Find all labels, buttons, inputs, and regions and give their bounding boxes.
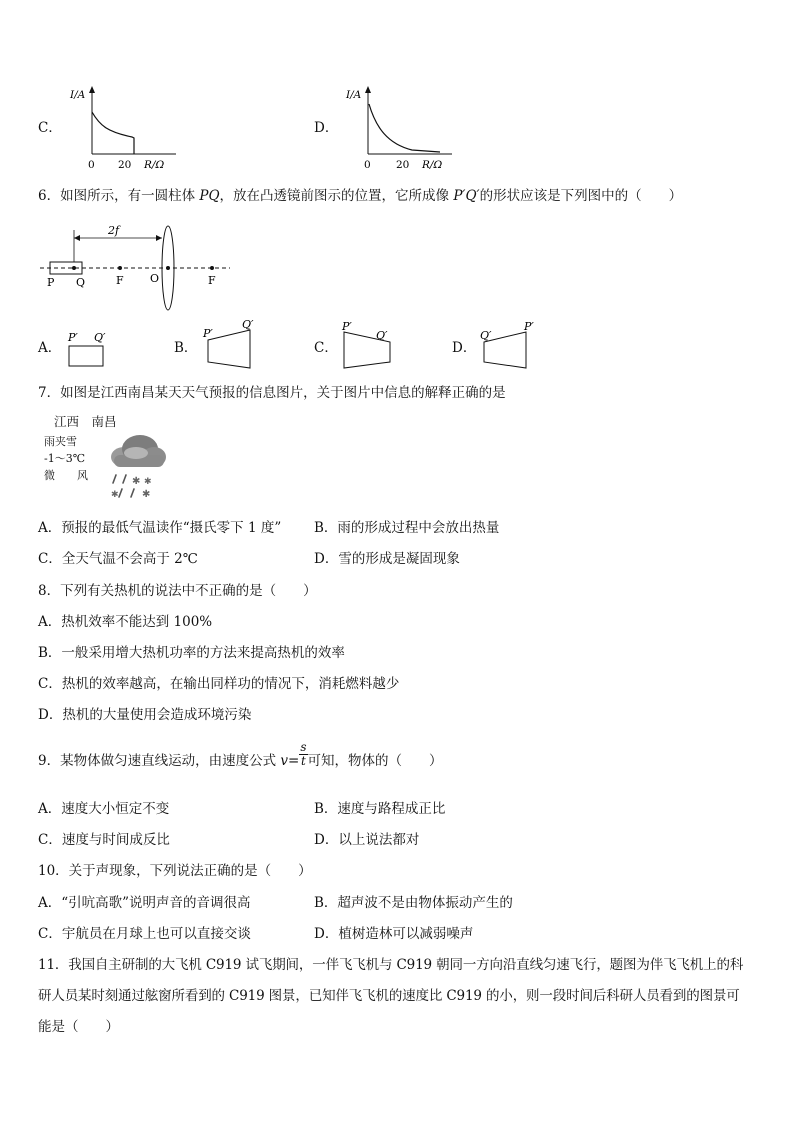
q6-option-c-shape xyxy=(340,320,410,372)
q5-option-d-label: D． xyxy=(314,120,339,136)
q8-option-a: A．热机效率不能达到 100% xyxy=(38,614,213,630)
q7-stem: 7．如图是江西南昌某天天气预报的信息图片，关于图片中信息的解释正确的是 xyxy=(38,385,506,401)
svg-text:✱: ✱ xyxy=(111,490,119,500)
q9-option-c: C．速度与时间成反比 xyxy=(38,832,170,848)
q10-option-a: A．“引吭高歌”说明声音的音调很高 xyxy=(38,895,251,911)
y-axis-arrow xyxy=(89,86,95,93)
focus-right xyxy=(210,266,214,270)
svg-text:P′: P′ xyxy=(524,320,534,333)
svg-text:P′: P′ xyxy=(203,327,213,340)
q6-option-a-shape xyxy=(64,326,124,372)
weather-temp: -1～3℃ xyxy=(44,452,86,465)
q9-option-a: A．速度大小恒定不变 xyxy=(38,801,170,817)
q10-stem: 10．关于声现象，下列说法正确的是（ ） xyxy=(38,863,312,879)
q7-weather-card xyxy=(42,413,172,505)
svg-text:Q′: Q′ xyxy=(94,331,106,344)
svg-text:Q′: Q′ xyxy=(480,329,492,342)
q6-stem: 6．如图所示，有一圆柱体 PQ，放在凸透镜前图示的位置，它所成像 P′Q′的形状应该是下列图中的（ ） xyxy=(38,188,683,204)
q5-graph-d xyxy=(346,82,462,174)
label-p: P xyxy=(47,276,55,289)
two-f-label: 2f xyxy=(108,224,120,237)
svg-text:Q′: Q′ xyxy=(242,318,254,331)
q8-option-c: C．热机的效率越高，在输出同样功的情况下，消耗燃料越少 xyxy=(38,676,400,692)
q6-option-a-label: A． xyxy=(38,340,62,356)
q6-option-b-label: B． xyxy=(174,340,198,356)
q5-option-c-label: C． xyxy=(38,120,62,136)
curve xyxy=(92,112,134,154)
svg-text:0: 0 xyxy=(364,159,371,171)
q8-option-d: D．热机的大量使用会造成环境污染 xyxy=(38,707,252,723)
q7-option-b: B．雨的形成过程中会放出热量 xyxy=(314,520,500,536)
focus-left xyxy=(118,266,122,270)
svg-text:✱: ✱ xyxy=(144,477,152,487)
tick-0: 0 xyxy=(88,159,95,171)
q6-option-b-shape xyxy=(200,320,270,372)
weather-kind: 雨夹雪 xyxy=(44,435,77,448)
weather-wind: 微 风 xyxy=(44,469,88,482)
q11-stem-line3: 能是（ ） xyxy=(38,1019,119,1035)
q11-stem-line1: 11．我国自主研制的大飞机 C919 试飞期间，一伴飞飞机与 C919 朝同一方向沿直线匀速飞行，题图为伴飞飞机上的科 xyxy=(38,957,744,973)
velocity-fraction: $\frac{s}{t}$ xyxy=(300,740,307,768)
label-f-left: F xyxy=(116,274,124,287)
svg-text:P′: P′ xyxy=(68,331,78,344)
label-q: Q xyxy=(76,276,86,289)
svg-text:✱: ✱ xyxy=(132,476,141,487)
q7-option-c: C．全天气温不会高于 2℃ xyxy=(38,551,198,567)
q7-option-a: A．预报的最低气温读作“摄氏零下 1 度” xyxy=(38,520,282,536)
sleet-icon xyxy=(102,431,168,505)
q6-lens-diagram xyxy=(40,222,240,314)
svg-text:P′: P′ xyxy=(342,320,352,333)
q5-graph-c xyxy=(70,82,186,174)
y-axis-label: I/A xyxy=(70,89,86,101)
q8-stem: 8．下列有关热机的说法中不正确的是（ ） xyxy=(38,583,317,599)
q7-option-d: D．雪的形成是凝固现象 xyxy=(314,551,460,567)
q10-option-d: D．植树造林可以减弱噪声 xyxy=(314,926,474,942)
q11-stem-line2: 研人员某时刻通过舷窗所看到的 C919 图景，已知伴飞飞机的速度比 C919 的小，则一段时间后科研人员看到的图景可 xyxy=(38,988,740,1004)
q6-option-d-shape xyxy=(478,320,548,372)
svg-text:20: 20 xyxy=(396,159,410,171)
q9-option-b: B．速度与路程成正比 xyxy=(314,801,446,817)
svg-text:I/A: I/A xyxy=(346,89,362,101)
weather-place: 江西 南昌 xyxy=(54,414,117,429)
label-f-right: F xyxy=(208,274,216,287)
q9-stem: 9．某物体做匀速直线运动，由速度公式 v= $\frac{s}{t}$ 可知，物体的（ ） xyxy=(38,740,443,769)
q6-option-c-label: C． xyxy=(314,340,338,356)
svg-text:R/Ω: R/Ω xyxy=(422,159,443,171)
q10-option-b: B．超声波不是由物体振动产生的 xyxy=(314,895,513,911)
optical-center xyxy=(166,266,170,270)
q9-option-d: D．以上说法都对 xyxy=(314,832,420,848)
q10-option-c: C．宇航员在月球上也可以直接交谈 xyxy=(38,926,251,942)
x-axis-label: R/Ω xyxy=(144,159,165,171)
q8-option-b: B．一般采用增大热机功率的方法来提高热机的效率 xyxy=(38,645,345,661)
svg-text:Q′: Q′ xyxy=(376,329,388,342)
label-o: O xyxy=(150,272,160,285)
tick-20: 20 xyxy=(118,159,132,171)
q6-option-d-label: D． xyxy=(452,340,477,356)
svg-text:✱: ✱ xyxy=(142,489,151,500)
curve xyxy=(369,104,440,152)
